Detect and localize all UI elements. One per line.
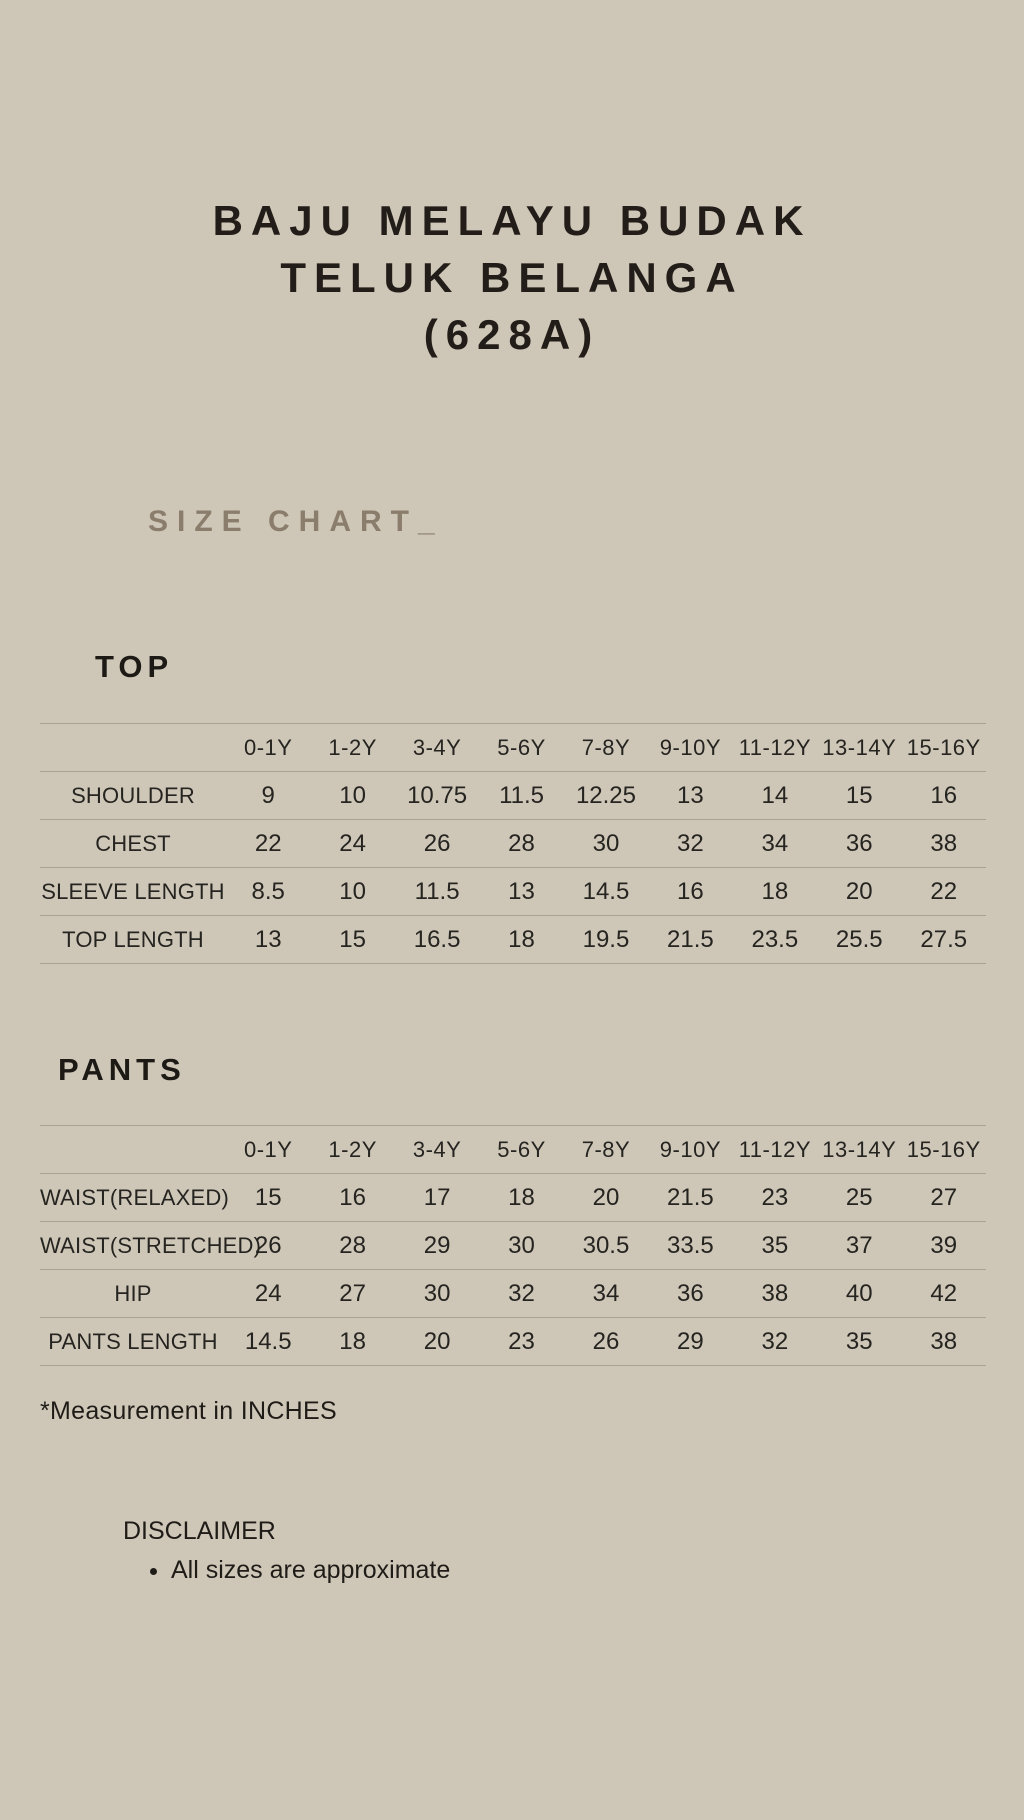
size-column-header: 9-10Y [659, 1136, 722, 1162]
measurement-value: 11.5 [414, 877, 460, 905]
measurement-value: 32 [677, 829, 704, 857]
measurement-row [40, 820, 986, 868]
disclaimer-heading: DISCLAIMER [123, 1517, 276, 1545]
measurement-value: 28 [508, 829, 535, 857]
measurement-value: 13 [677, 781, 704, 809]
size-column-header: 9-10Y [659, 734, 722, 760]
measurement-value: 14.5 [244, 1327, 292, 1355]
measurement-value: 30 [592, 829, 620, 857]
corner-cell [40, 1126, 226, 1174]
corner-cell [40, 724, 226, 772]
measurement-value: 34 [592, 1279, 620, 1307]
measurement-value: 25.5 [835, 925, 883, 953]
size-column-header: 1-2Y [328, 734, 377, 760]
measurement-label: PANTS LENGTH [48, 1328, 218, 1354]
measurement-value: 18 [339, 1327, 366, 1355]
top-table-heading: TOP [95, 649, 174, 684]
measurement-value: 27 [339, 1279, 366, 1307]
measurement-value: 38 [930, 1327, 958, 1355]
measurement-value: 16 [930, 781, 958, 809]
measurement-value: 19.5 [582, 925, 630, 953]
size-column-header: 3-4Y [412, 1136, 462, 1162]
measurement-value: 12.25 [575, 781, 636, 809]
product-title-line-3: (628A) [423, 311, 601, 358]
measurement-value: 16 [677, 877, 704, 905]
measurement-value: 23 [508, 1327, 535, 1355]
measurement-value: 10 [339, 781, 366, 809]
measurement-value: 15 [845, 781, 873, 809]
measurement-label: HIP [114, 1280, 152, 1306]
size-column-header: 13-14Y [822, 734, 897, 760]
size-column-header: 7-8Y [581, 734, 631, 760]
measurement-value: 10.75 [407, 781, 468, 809]
top-size-table [40, 723, 986, 964]
measurement-label: CHEST [95, 830, 171, 856]
measurement-value: 39 [930, 1231, 958, 1259]
measurement-value: 24 [339, 829, 366, 857]
size-column-header: 0-1Y [243, 734, 293, 760]
measurement-value: 36 [845, 829, 873, 857]
measurement-row [40, 1270, 986, 1318]
measurement-label: SHOULDER [71, 782, 195, 808]
measurement-value: 16.5 [413, 925, 461, 953]
product-title-line-2: TELUK BELANGA [280, 254, 744, 301]
size-column-header: 5-6Y [497, 1136, 546, 1162]
measurement-value: 21.5 [667, 1183, 714, 1211]
measurement-value: 20 [592, 1183, 620, 1211]
disclaimer-item: • All sizes are approximate [171, 1553, 450, 1587]
size-column-header: 0-1Y [243, 1136, 293, 1162]
measurement-value: 10 [339, 877, 366, 905]
measurement-value: 25 [845, 1183, 873, 1211]
measurement-value: 11.5 [499, 781, 544, 809]
measurement-value: 23.5 [751, 925, 799, 953]
measurement-label: WAIST(RELAXED) [40, 1184, 230, 1210]
measurement-value: 15 [254, 1183, 282, 1211]
measurement-value: 38 [930, 829, 958, 857]
measurement-value: 13 [254, 925, 282, 953]
pants-size-section [40, 1048, 986, 1366]
measurement-value: 13 [508, 877, 535, 905]
size-column-header: 3-4Y [412, 734, 462, 760]
measurement-row [40, 1222, 986, 1270]
measurement-value: 21.5 [667, 925, 714, 953]
disclaimer-list [123, 1553, 450, 1587]
size-column-header: 11-12Y [738, 734, 811, 760]
size-header-row [40, 724, 986, 772]
measurement-value: 26 [254, 1231, 282, 1259]
measurement-value: 27 [930, 1183, 958, 1211]
measurement-row [40, 868, 986, 916]
size-header-row [40, 1126, 986, 1174]
measurement-value: 30 [423, 1279, 451, 1307]
product-title [0, 192, 1024, 363]
measurement-value: 38 [761, 1279, 789, 1307]
disclaimer [123, 1515, 450, 1587]
measurement-value: 24 [254, 1279, 282, 1307]
measurement-label: TOP LENGTH [62, 926, 204, 952]
measurement-value: 35 [845, 1327, 873, 1355]
measurement-value: 18 [761, 877, 789, 905]
size-column-header: 13-14Y [822, 1136, 897, 1162]
measurement-value: 30.5 [582, 1231, 630, 1259]
top-size-section [40, 645, 986, 964]
measurement-value: 18 [508, 925, 535, 953]
measurement-value: 28 [339, 1231, 366, 1259]
measurement-value: 17 [423, 1183, 451, 1211]
size-column-header: 15-16Y [906, 1136, 981, 1162]
measurement-value: 27.5 [920, 925, 968, 953]
measurement-value: 30 [508, 1231, 535, 1259]
measurement-value: 34 [761, 829, 789, 857]
measurement-value: 23 [761, 1183, 789, 1211]
measurement-row [40, 1174, 986, 1222]
measurement-value: 29 [677, 1327, 704, 1355]
measurement-value: 22 [254, 829, 282, 857]
size-column-header: 1-2Y [328, 1136, 377, 1162]
measurement-value: 32 [508, 1279, 535, 1307]
measurement-value: 14 [761, 781, 789, 809]
measurement-label: WAIST(STRETCHED) [40, 1232, 262, 1258]
measurement-unit-note: *Measurement in INCHES [40, 1397, 337, 1425]
measurement-value: 15 [339, 925, 366, 953]
size-column-header: 5-6Y [497, 734, 546, 760]
pants-table-heading: PANTS [58, 1052, 186, 1087]
measurement-value: 35 [761, 1231, 789, 1259]
measurement-value: 37 [845, 1231, 873, 1259]
measurement-value: 16 [339, 1183, 366, 1211]
pants-size-table [40, 1125, 986, 1366]
measurement-value: 20 [423, 1327, 451, 1355]
size-column-header: 7-8Y [581, 1136, 631, 1162]
measurement-row [40, 772, 986, 820]
measurement-row [40, 916, 986, 964]
measurement-value: 14.5 [582, 877, 630, 905]
size-column-header: 11-12Y [738, 1136, 811, 1162]
size-chart-label: SIZE CHART_ [148, 505, 444, 538]
product-title-line-1: BAJU MELAYU BUDAK [212, 197, 812, 244]
measurement-value: 42 [930, 1279, 958, 1307]
measurement-value: 36 [677, 1279, 704, 1307]
measurement-value: 29 [423, 1231, 451, 1259]
measurement-label: SLEEVE LENGTH [41, 878, 225, 904]
measurement-value: 9 [261, 781, 275, 809]
measurement-value: 33.5 [667, 1231, 714, 1259]
size-column-header: 15-16Y [906, 734, 981, 760]
measurement-value: 26 [423, 829, 451, 857]
measurement-value: 18 [508, 1183, 535, 1211]
measurement-value: 26 [592, 1327, 620, 1355]
measurement-value: 8.5 [251, 877, 285, 905]
measurement-value: 32 [761, 1327, 789, 1355]
measurement-value: 40 [845, 1279, 873, 1307]
measurement-row [40, 1318, 986, 1366]
measurement-value: 22 [930, 877, 958, 905]
measurement-value: 20 [845, 877, 873, 905]
